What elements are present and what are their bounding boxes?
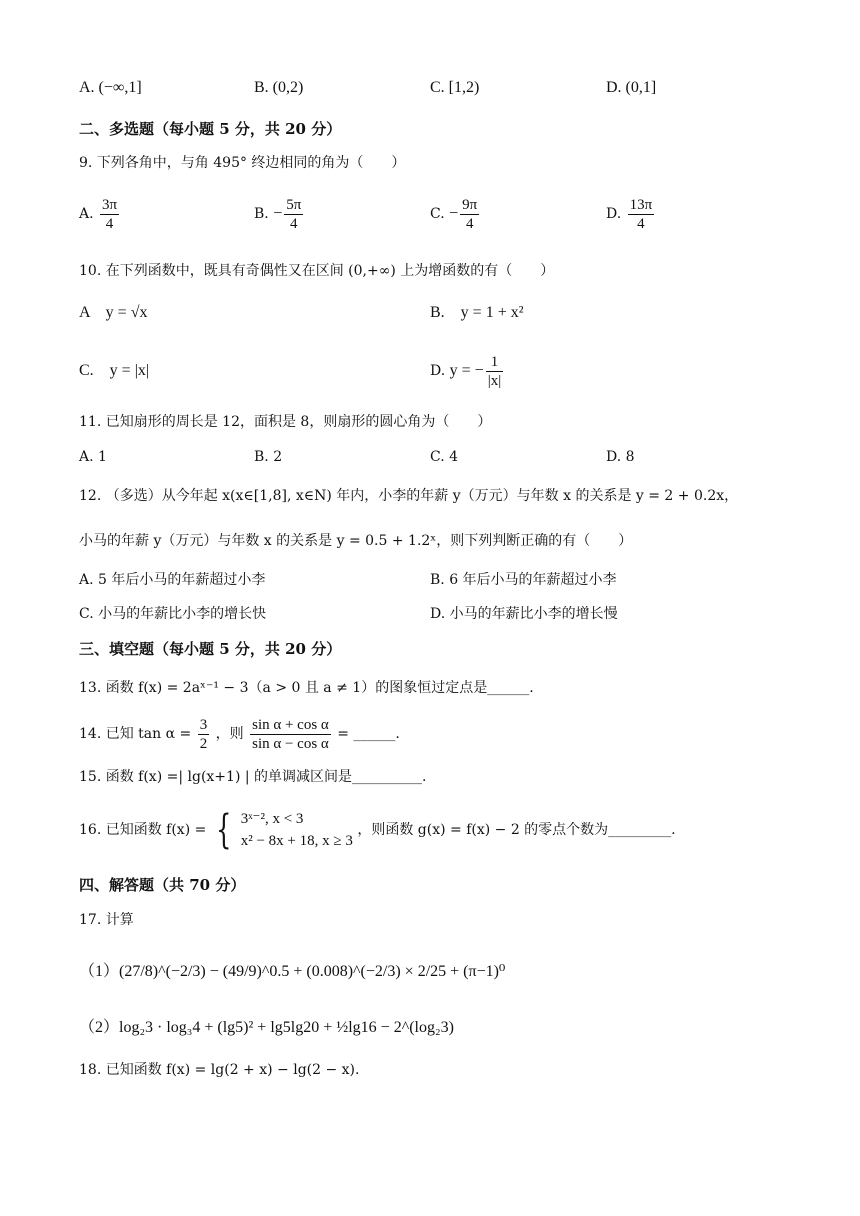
q16-line: 16. 已知函数 f(x) = { 3ˣ⁻², x < 3 x² − 8x + 18, x ≥ 3 ，则函数 g(x) = f(x) − 2 的零点个数为_________.: [79, 807, 676, 853]
q8-options: [0, 71, 860, 105]
q17-stem: 17. 计算: [79, 912, 134, 928]
q10-option-a: A y = √x: [79, 304, 148, 321]
q9-stem: 9. 下列各角中，与角 495° 终边相同的角为（ ）: [79, 155, 406, 171]
q10-option-c: C. y = |x|: [79, 362, 150, 379]
q8-option-b: B. (0,2): [254, 79, 304, 96]
q18-text: 18. 已知函数 f(x) = lg(2 + x) − lg(2 − x).: [79, 1062, 360, 1078]
q9-options: [0, 192, 860, 236]
q9-option-d: D. $\frac{13\pi}{4}$: [606, 196, 653, 232]
q12-option-b: B. 6 年后小马的年薪超过小李: [430, 572, 617, 588]
q11-option-a: A. 1: [79, 449, 107, 465]
section-4-heading: 四、解答题（共 70 分）: [79, 876, 246, 894]
q12-options-cd: [0, 597, 860, 631]
section-3-heading: 三、填空题（每小题 5 分，共 20 分）: [79, 640, 342, 658]
q9-option-b: B. − $\frac{5\pi}{4}$: [254, 196, 302, 232]
q10-stem: 10. 在下列函数中，既具有奇偶性又在区间 (0,+∞) 上为增函数的有（ ）: [79, 263, 555, 279]
q10-option-d: D. y = − $\frac{1}{|x|}$: [430, 353, 502, 389]
q10-options-cd: [0, 348, 860, 394]
q9-option-a: A. $\frac{3\pi}{4}$: [79, 196, 118, 232]
q9-option-c: C. − $\frac{9\pi}{4}$: [430, 196, 478, 232]
q12-option-d: D. 小马的年薪比小李的增长慢: [430, 606, 618, 622]
q12-line-1: 12. （多选）从今年起 x(x∈[1,8], x∈N) 年内，小李的年薪 y（万元）与年数 x 的关系是 y = 2 + 0.2x，: [79, 488, 739, 504]
q8-option-a: A. (−∞,1]: [79, 79, 142, 96]
q8-option-d: D. (0,1]: [606, 79, 657, 96]
q12-option-c: C. 小马的年薪比小李的增长快: [79, 606, 267, 622]
q8-option-c: C. [1,2): [430, 79, 480, 96]
q14-line: 14. 已知 tan α = $\frac{3}{2}$ ，则 $\frac{\text{sin α + cos α}}{\text{sin α − cos α}}$ = ______.: [79, 716, 400, 752]
q12-option-a: A. 5 年后小马的年薪超过小李: [79, 572, 266, 588]
q11-option-c: C. 4: [430, 449, 459, 465]
q15-text: 15. 函数 f(x) =| lg(x+1) | 的单调减区间是__________.: [79, 769, 427, 785]
q13-text: 13. 函数 f(x) = 2aˣ⁻¹ − 3（a > 0 且 a ≠ 1）的图象恒过定点是______.: [79, 680, 534, 696]
q17-part-2: （2）log₂3 · log₃4 + (lg5)² + lg5lg20 + ½lg16 − 2^(log₂3): [79, 1019, 454, 1036]
q11-options: [0, 440, 860, 474]
q17-part-1: （1）(27/8)^(−2/3) − (49/9)^0.5 + (0.008)^(−2/3) × 2/25 + (π−1)⁰: [79, 963, 506, 980]
q10-options-ab: [0, 296, 860, 330]
section-2-heading: 二、多选题（每小题 5 分，共 20 分）: [79, 120, 342, 138]
q12-line-2: 小马的年薪 y（万元）与年数 x 的关系是 y = 0.5 + 1.2ˣ，则下列判断正确的有（ ）: [79, 533, 633, 549]
q10-option-b: B. y = 1 + x²: [430, 304, 524, 321]
q12-options-ab: [0, 563, 860, 597]
q11-option-d: D. 8: [606, 449, 635, 465]
q11-stem: 11. 已知扇形的周长是 12，面积是 8，则扇形的圆心角为（ ）: [79, 414, 492, 430]
q11-option-b: B. 2: [254, 449, 283, 465]
